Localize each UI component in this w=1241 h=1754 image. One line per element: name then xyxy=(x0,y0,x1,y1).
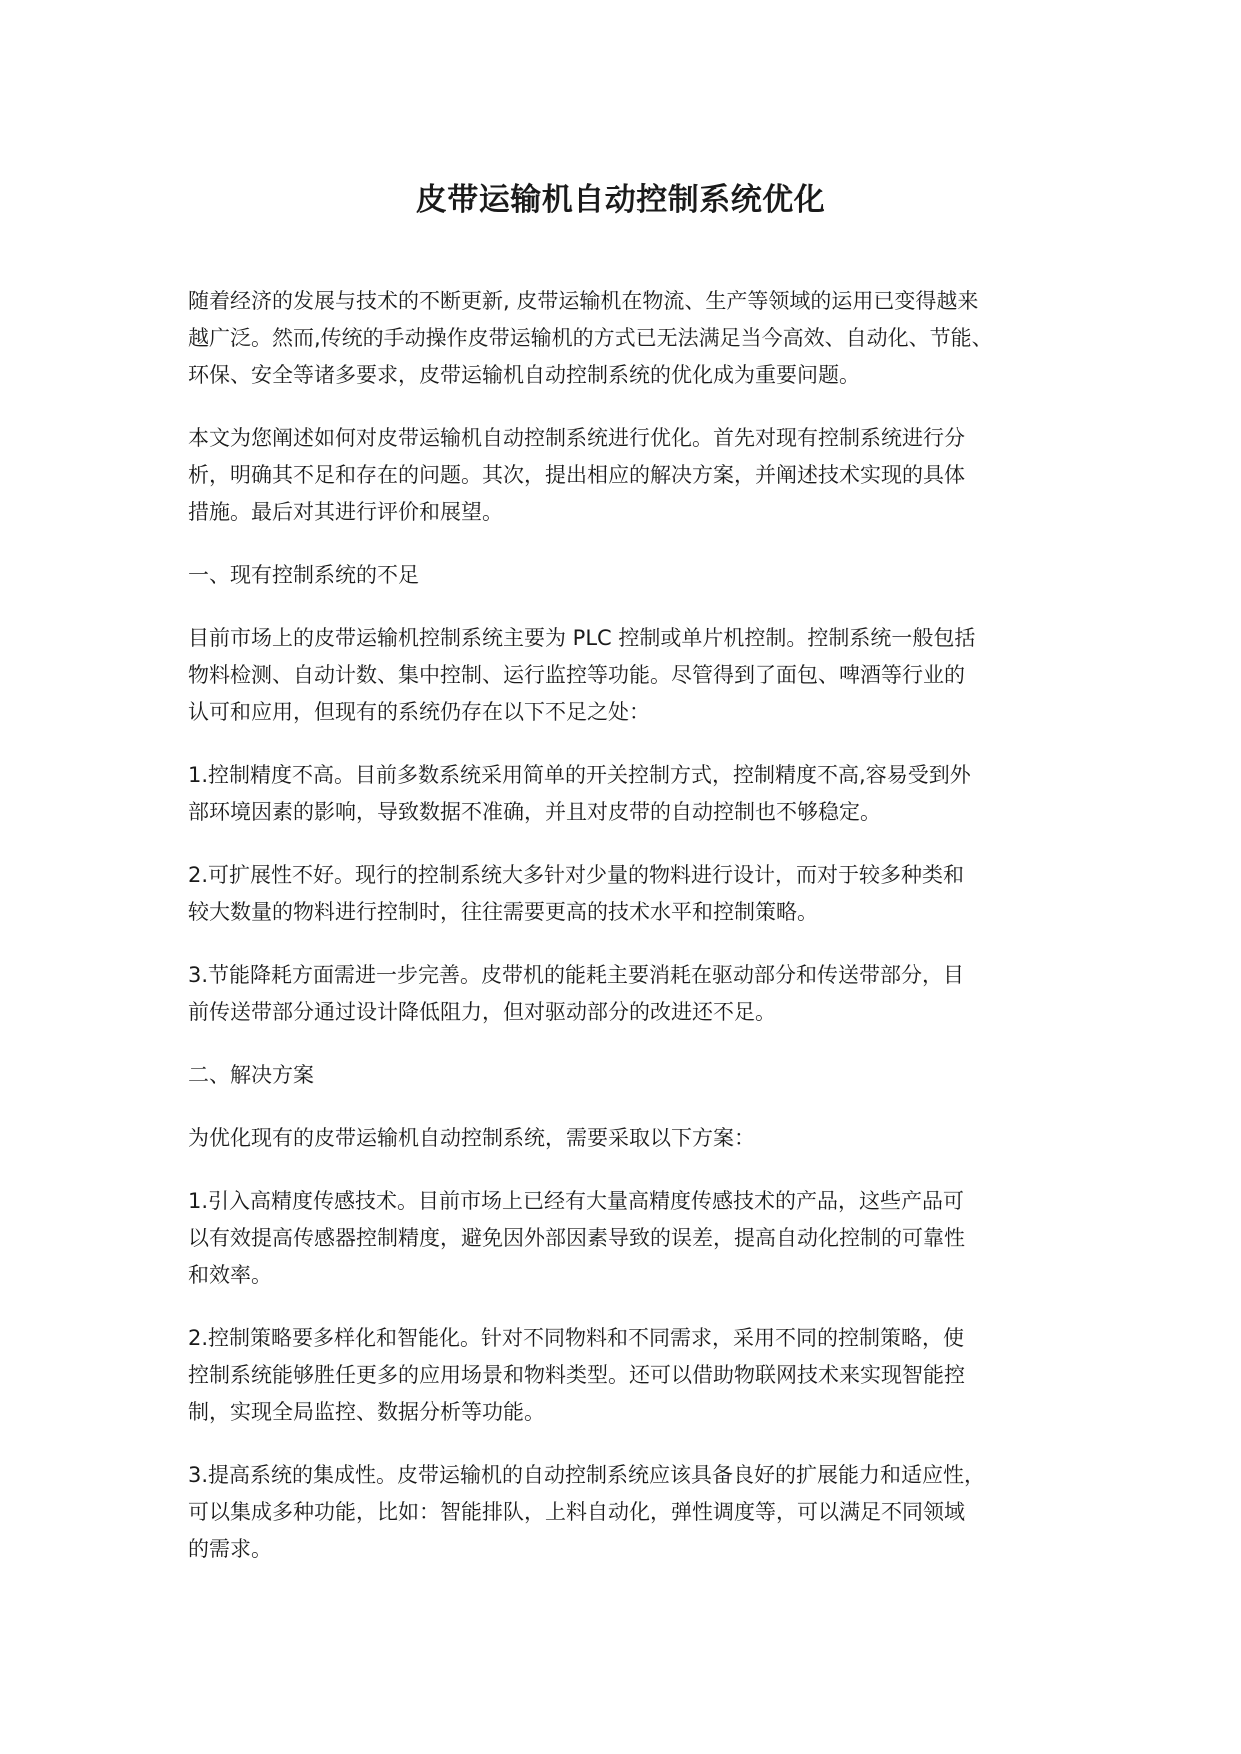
text-line: 1.引入高精度传感技术。目前市场上已经有大量高精度传感技术的产品，这些产品可 xyxy=(188,1189,965,1213)
text-line: 前传送带部分通过设计降低阻力，但对驱动部分的改进还不足。 xyxy=(188,1000,776,1024)
text-line: 部环境因素的影响，导致数据不准确，并且对皮带的自动控制也不够稳定。 xyxy=(188,800,881,824)
paragraph-shortcoming-3 xyxy=(188,957,1068,1031)
text-line: 以有效提高传感器控制精度，避免因外部因素导致的误差，提高自动化控制的可靠性 xyxy=(188,1226,965,1250)
text-line: 随着经济的发展与技术的不断更新, 皮带运输机在物流、生产等领域的运用已变得越来 xyxy=(188,289,979,313)
paragraph-solution-1 xyxy=(188,1183,1068,1294)
text-line: 控制系统能够胜任更多的应用场景和物料类型。还可以借助物联网技术来实现智能控 xyxy=(188,1363,965,1387)
text-line: 2.可扩展性不好。现行的控制系统大多针对少量的物料进行设计，而对于较多种类和 xyxy=(188,863,965,887)
text-line: 的需求。 xyxy=(188,1537,272,1561)
text-line: 2.控制策略要多样化和智能化。针对不同物料和不同需求，采用不同的控制策略，使 xyxy=(188,1326,965,1350)
section-heading-shortcomings xyxy=(188,557,1068,594)
heading-text: 二、解决方案 xyxy=(188,1063,314,1087)
paragraph-solution-2 xyxy=(188,1320,1068,1431)
text-line: 1.控制精度不高。目前多数系统采用简单的开关控制方式，控制精度不高,容易受到外 xyxy=(188,763,971,787)
text-line: 可以集成多种功能，比如：智能排队，上料自动化，弹性调度等，可以满足不同领域 xyxy=(188,1500,965,1524)
document-title: 皮带运输机自动控制系统优化 xyxy=(415,182,826,218)
text-line: 环保、安全等诸多要求，皮带运输机自动控制系统的优化成为重要问题。 xyxy=(188,363,860,387)
text-line: 和效率。 xyxy=(188,1263,272,1287)
text-line: 3.提高系统的集成性。皮带运输机的自动控制系统应该具备良好的扩展能力和适应性， xyxy=(188,1463,986,1487)
text-line: 认可和应用，但现有的系统仍存在以下不足之处： xyxy=(188,700,650,724)
text-line: 目前市场上的皮带运输机控制系统主要为 PLC 控制或单片机控制。控制系统一般包括 xyxy=(188,626,976,650)
text-line: 制，实现全局监控、数据分析等功能。 xyxy=(188,1400,545,1424)
text-line: 为优化现有的皮带运输机自动控制系统，需要采取以下方案： xyxy=(188,1126,755,1150)
document-body xyxy=(188,283,1068,1594)
paragraph-solution-3 xyxy=(188,1457,1068,1568)
paragraph-shortcoming-2 xyxy=(188,857,1068,931)
text-line: 本文为您阐述如何对皮带运输机自动控制系统进行优化。首先对现有控制系统进行分 xyxy=(188,426,965,450)
text-line: 措施。最后对其进行评价和展望。 xyxy=(188,500,503,524)
paragraph-current-systems xyxy=(188,620,1068,731)
paragraph-shortcoming-1 xyxy=(188,757,1068,831)
text-line: 析，明确其不足和存在的问题。其次，提出相应的解决方案，并阐述技术实现的具体 xyxy=(188,463,965,487)
text-line: 物料检测、自动计数、集中控制、运行监控等功能。尽管得到了面包、啤酒等行业的 xyxy=(188,663,965,687)
section-heading-solutions xyxy=(188,1057,1068,1094)
paragraph-overview xyxy=(188,420,1068,531)
paragraph-intro xyxy=(188,283,1068,394)
paragraph-solutions-intro xyxy=(188,1120,1068,1157)
heading-text: 一、现有控制系统的不足 xyxy=(188,563,419,587)
text-line: 越广泛。然而,传统的手动操作皮带运输机的方式已无法满足当今高效、自动化、节能、 xyxy=(188,326,993,350)
text-line: 3.节能降耗方面需进一步完善。皮带机的能耗主要消耗在驱动部分和传送带部分，目 xyxy=(188,963,965,987)
text-line: 较大数量的物料进行控制时，往往需要更高的技术水平和控制策略。 xyxy=(188,900,818,924)
